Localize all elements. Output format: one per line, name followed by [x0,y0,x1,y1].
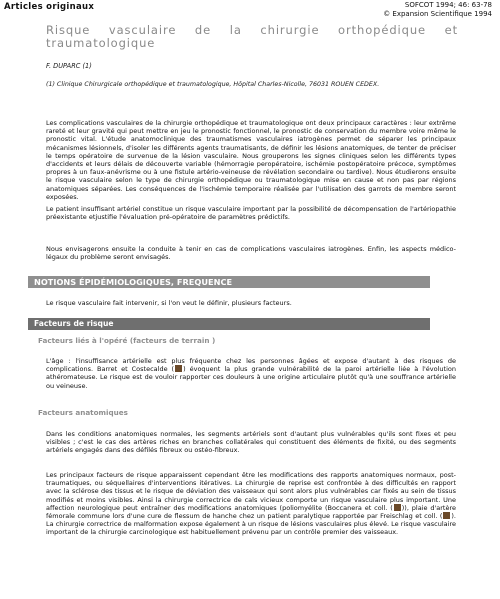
anatomical-text-c: ). La chirurgie correctrice de malformation expose également à un risque de lésions vasculaires plus élevé. Le risque vasculaire important de la chirurgie carcinologique est habituellement prévenu par un contrôle premier des vaisseaux. [46,512,456,537]
patient-factors-text-b: ) évoquent la plus grande vulnérabilité de la paroi artérielle liée à l'évolution athéromateuse. Le risque est de vouloir rapporter ces douleurs à une origine articulaire plutôt qu'à une souffrance artérielle ou veineuse. [46,365,456,390]
intro-paragraph-2: Le patient insuffisant artériel constitue un risque vasculaire important par la possibilité de décompensation de l'artériopathie préexistante etjustifie l'évaluation pré-opératoire de paramètres prédictifs. [46,205,456,222]
journal-citation: SOFCOT 1994; 46: 63-78 [404,1,492,9]
copyright-notice: © Expansion Scientifique 1994 [383,10,492,18]
anatomical-paragraph-1: Dans les conditions anatomiques normales, les segments artériels sont d'autant plus vulnérables qu'ils sont fixes et peu visibles ; c'est le cas des artères riches en branches collatérales qui constituent des éléments de fixité, ou des segments artériels engagés dans des défilés fibreux ou ostéo-fibreux. [46,430,456,455]
reference-link-icon[interactable] [443,512,450,519]
article-title: Risque vasculaire de la chirurgie orthopédique et traumatologique [46,23,458,50]
subheading-patient-factors: Facteurs liés à l'opéré (facteurs de terrain ) [38,336,216,345]
intro-paragraph-3: Nous envisagerons ensuite la conduite à tenir en cas de complications vasculaires iatrogènes. Enfin, les aspects médico-légaux du problème seront envisagés. [46,245,456,262]
anatomical-paragraph-2 [46,471,456,537]
author-affiliation: (1) Clinique Chirurgicale orthopédique et traumatologique, Hôpital Charles-Nicolle, 76031 ROUEN CEDEX. [46,81,380,88]
article-authors: F. DUPARC (1) [46,62,92,70]
anatomical-text-a: Les principaux facteurs de risque apparaissent cependant être les modifications des rapports anatomiques normaux, post-traumatiques, ou séquellaires d'interventions itératives. La chirurgie de reprise est confrontée à des difficultés en rapport avec la sclérose des tissus et le risque de déviation des vaisseaux qui sont alors plus vulnérables car fixés au sein de tissus modifiés et moins visibles. Ainsi la chirurgie correctrice de cals vicieux comporte un risque vasculaire plus important. Une affection neurologique peut entraîner des modifications anatomiques (poliomyélite (Boccanera et coll. ( [46,471,456,512]
journal-reference [383,1,492,19]
patient-factors-text-a: L'âge : l'insuffisance artérielle est plus fréquente chez les personnes âgées et expose d'autant à des risques de complications. Barret et Costecalde ( [46,357,456,374]
reference-link-icon[interactable] [394,504,401,511]
subheading-anatomical-factors: Facteurs anatomiques [38,408,128,417]
epidemiology-paragraph: Le risque vasculaire fait intervenir, si l'on veut le définir, plusieurs facteurs. [46,299,292,307]
page-header [0,0,500,22]
patient-factors-paragraph [46,357,456,390]
section-heading-epidemiology: NOTIONS ÉPIDÉMIOLOGIQUES, FREQUENCE [28,276,430,288]
intro-paragraph-1: Les complications vasculaires de la chirurgie orthopédique et traumatologique ont deux principaux caractères : leur extrême rareté et leur gravité qui peut mettre en jeu le pronostic fonctionnel, le pronostic de conservation du membre voire même le pronostic vital. L'étude anatomoclinique des traumatismes vasculaires iatrogènes permet de séparer les principaux mécanismes lésionnels, d'isoler les différents agents traumatisants, de définir les lésions anatomiques, de tenter de préciser le temps opératoire de survenue de la lésion vasculaire. Nous grouperons les signes cliniques selon les différents types d'accidents et leurs délais de découverte variable (hémorragie peropératoire, ischémie postopératoire précoce, symptômes propres à un faux-anévrisme ou à une fistule artério-veineuse de révélation secondaire ou tardive). Nous étudierons ensuite le risque vasculaire selon le type de chirurgie orthopédique ou traumatologique mise en cause et non pas par régions anatomiques séparées. Les conséquences de l'ischémie temporaire réalisée par l'utilisation des garrots de membre seront exposées. [46,119,456,201]
section-heading-risk-factors: Facteurs de risque [28,318,430,330]
anatomical-text-b: )), plaie d'artère fémorale commune lors d'une cure de flessum de hanche chez un patient paralytique rapportée par Freischlag et coll. ( [46,503,456,521]
section-label: Articles originaux [4,2,95,12]
reference-link-icon[interactable] [175,365,182,372]
